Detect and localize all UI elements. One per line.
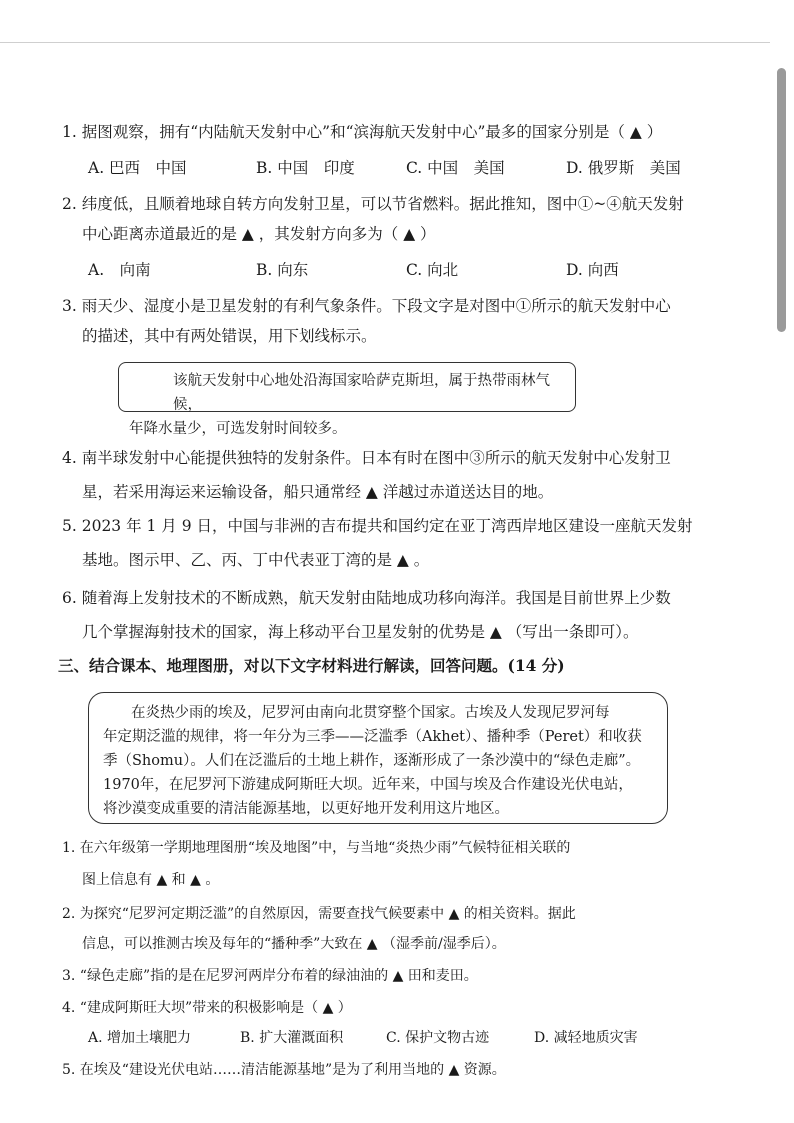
question-2-line2: 中心距离赤道最近的是 ▲ ，其发射方向多为（ ▲ ） xyxy=(82,225,436,243)
question-6-line1: 6. 随着海上发射技术的不断成熟，航天发射由陆地成功移向海洋。我国是目前世界上少数 xyxy=(62,589,671,607)
material-line-5: 将沙漠变成重要的清洁能源基地，以更好地开发利用这片地区。 xyxy=(103,801,509,817)
q2-option-c: C. 向北 xyxy=(406,261,459,279)
q3-box-line2: 年降水量少，可选发射时间较多。 xyxy=(129,421,347,437)
s3-question-2-line2: 信息，可以推测古埃及每年的“播种季”大致在 ▲ （湿季前/湿季后）。 xyxy=(82,936,506,952)
material-line-1: 在炎热少雨的埃及，尼罗河由南向北贯穿整个国家。古埃及人发现尼罗河每 xyxy=(131,705,610,721)
s4-option-b: B. 扩大灌溉面积 xyxy=(240,1030,344,1046)
question-3-line2: 的描述，其中有两处错误，用下划线标示。 xyxy=(82,327,377,345)
material-line-4: 1970年，在尼罗河下游建成阿斯旺大坝。近年来，中国与埃及合作建设光伏电站， xyxy=(103,777,633,793)
q2-option-d: D. 向西 xyxy=(566,261,619,279)
s4-option-d: D. 减轻地质灾害 xyxy=(534,1030,638,1046)
question-4-line2: 星，若采用海运来运输设备，船只通常经 ▲ 洋越过赤道送达目的地。 xyxy=(82,483,554,501)
section-3-material-box xyxy=(88,692,668,824)
question-4-line1: 4. 南半球发射中心能提供独特的发射条件。日本有时在图中③所示的航天发射中心发射卫 xyxy=(62,449,671,467)
scrollbar-thumb[interactable] xyxy=(777,68,786,332)
q1-option-b: B. 中国 印度 xyxy=(256,159,355,177)
q1-option-d: D. 俄罗斯 美国 xyxy=(566,159,681,177)
question-5-line1: 5. 2023 年 1 月 9 日，中国与非洲的吉布提共和国约定在亚丁湾西岸地区建设一座航天发射 xyxy=(62,517,693,535)
question-5-line2: 基地。图示甲、乙、丙、丁中代表亚丁湾的是 ▲ 。 xyxy=(82,551,430,569)
q3-box-line1: 该航天发射中心地处沿海国家哈萨克斯坦，属于热带雨林气候， xyxy=(173,373,550,413)
s3-question-2-line1: 2. 为探究“尼罗河定期泛滥”的自然原因，需要查找气候要素中 ▲ 的相关资料。据此 xyxy=(62,906,576,922)
q2-option-a: A. 向南 xyxy=(88,261,151,279)
top-divider xyxy=(0,42,770,43)
question-2-line1: 2. 纬度低，且顺着地球自转方向发射卫星，可以节省燃料。据此推知，图中①~④航天发射 xyxy=(62,195,684,213)
s3-question-4: 4. “建成阿斯旺大坝”带来的积极影响是（ ▲ ） xyxy=(62,1000,352,1016)
s3-question-1-line2: 图上信息有 ▲ 和 ▲ 。 xyxy=(82,872,220,888)
q2-option-b: B. 向东 xyxy=(256,261,309,279)
s3-question-3: 3. “绿色走廊”指的是在尼罗河两岸分布着的绿油油的 ▲ 田和麦田。 xyxy=(62,968,478,984)
section-3-heading: 三、结合课本、地理图册，对以下文字材料进行解读，回答问题。(14 分) xyxy=(58,656,565,675)
s4-option-a: A. 增加土壤肥力 xyxy=(88,1030,192,1046)
material-line-2: 年定期泛滥的规律，将一年分为三季——泛滥季（Akhet）、播种季（Peret）和收获 xyxy=(103,729,642,745)
q1-option-a: A. 巴西 中国 xyxy=(88,159,187,177)
s3-question-1-line1: 1. 在六年级第一学期地理图册“埃及地图”中，与当地“炎热少雨”气候特征相关联的 xyxy=(62,840,571,856)
s3-question-5: 5. 在埃及“建设光伏电站……清洁能源基地”是为了利用当地的 ▲ 资源。 xyxy=(62,1062,506,1078)
s4-option-c: C. 保护文物古迹 xyxy=(386,1030,490,1046)
material-line-3: 季（Shomu）。人们在泛滥后的土地上耕作，逐渐形成了一条沙漠中的“绿色走廊”。 xyxy=(103,753,641,769)
q3-description-box xyxy=(118,362,576,437)
question-1: 1. 据图观察，拥有“内陆航天发射中心”和“滨海航天发射中心”最多的国家分别是（ ▲ ） xyxy=(62,123,663,141)
question-6-line2: 几个掌握海射技术的国家，海上移动平台卫星发射的优势是 ▲ （写出一条即可）。 xyxy=(82,623,639,641)
question-3-line1: 3. 雨天少、湿度小是卫星发射的有利气象条件。下段文字是对图中①所示的航天发射中心 xyxy=(62,297,671,315)
q1-option-c: C. 中国 美国 xyxy=(406,159,505,177)
